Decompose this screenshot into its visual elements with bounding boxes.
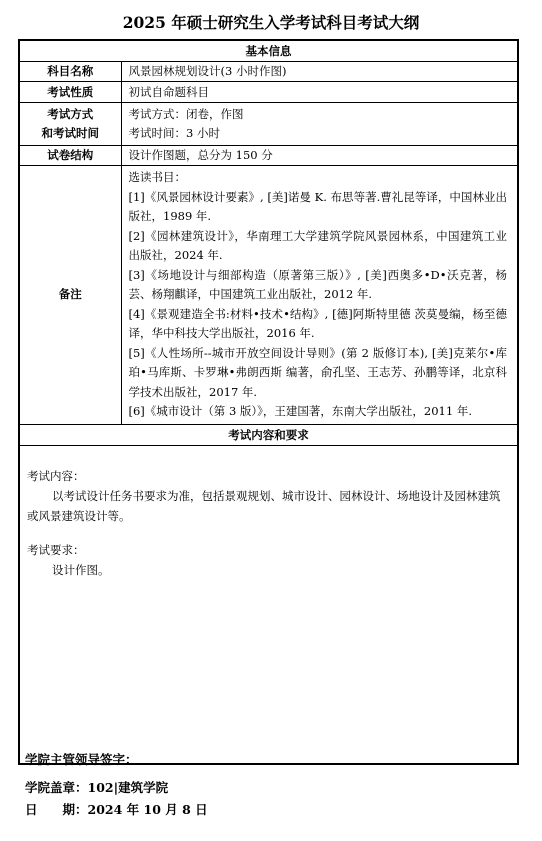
book-item: [1]《风景园林设计要素》, [美]诺曼 K. 布思等著.曹礼昆等译，中国林业出版社，1989 年. (128, 189, 507, 223)
subject-name-value: 风景园林规划设计(3 小时作图) (121, 62, 518, 82)
basic-info-header: 基本信息 (19, 40, 518, 62)
college-seal-label: 学院盖章：102|建筑学院 (25, 780, 169, 795)
exam-content-header: 考试内容和要求 (19, 424, 518, 445)
date-label: 日 期：2024 年 10 月 8 日 (25, 802, 208, 817)
exam-method-value (121, 103, 518, 146)
remarks-label: 备注 (19, 166, 121, 425)
requirement-text: 设计作图。 (52, 562, 110, 577)
exam-nature-value: 初试自命题科目 (121, 82, 518, 103)
exam-method-label-line1: 考试方式 (47, 107, 94, 121)
book-item: [4]《景观建造全书:材料•技术•结构》, [德]阿斯特里德 茨莫曼编，杨至德译，华中科技大学出版社，2016 年. (128, 306, 507, 340)
subject-name-label: 科目名称 (19, 62, 121, 82)
book-item: [6]《城市设计（第 3 版）》，王建国著，东南大学出版社，2011 年. (128, 404, 472, 418)
exam-method-label-line2: 和考试时间 (41, 126, 99, 140)
book-item: [3]《场地设计与细部构造（原著第三版）》, [美]西奥多•D•沃克著，杨芸、杨翔麒译，中国建筑工业出版社，2012 年. (128, 267, 507, 301)
exam-content-body (19, 445, 518, 764)
book-item: [5]《人性场所--城市开放空间设计导则》(第 2 版修订本), [美]克莱尔•库珀•马库斯、卡罗琳•弗朗西斯 编著，俞孔坚、王志芳、孙鹏等译，北京科学技术出版社，2017 年. (128, 345, 507, 399)
book-item: [2]《园林建筑设计》，华南理工大学建筑学院风景园林系，中国建筑工业出版社，2024 年. (128, 228, 507, 262)
page-title: 2025 年硕士研究生入学考试科目考试大纲 (122, 13, 420, 32)
paper-structure-value: 设计作图题，总分为 150 分 (121, 146, 518, 166)
reading-list-intro: 选读书目： (128, 170, 186, 184)
content-label: 考试内容： (27, 468, 85, 483)
exam-method-value-line1: 考试方式：闭卷，作图 (128, 107, 244, 121)
requirement-label: 考试要求： (27, 542, 85, 557)
reading-list (121, 166, 518, 425)
exam-method-value-line2: 考试时间：3 小时 (128, 126, 220, 140)
exam-nature-label: 考试性质 (19, 82, 121, 103)
exam-method-label (19, 103, 121, 146)
content-text: 以考试设计任务书要求为准，包括景观规划、城市设计、园林设计、场地设计及园林建筑或风景建筑设计等。 (27, 488, 501, 523)
paper-structure-label: 试卷结构 (19, 146, 121, 166)
outline-table (18, 39, 519, 765)
leader-signature-label: 学院主管领导签字： (25, 752, 138, 767)
